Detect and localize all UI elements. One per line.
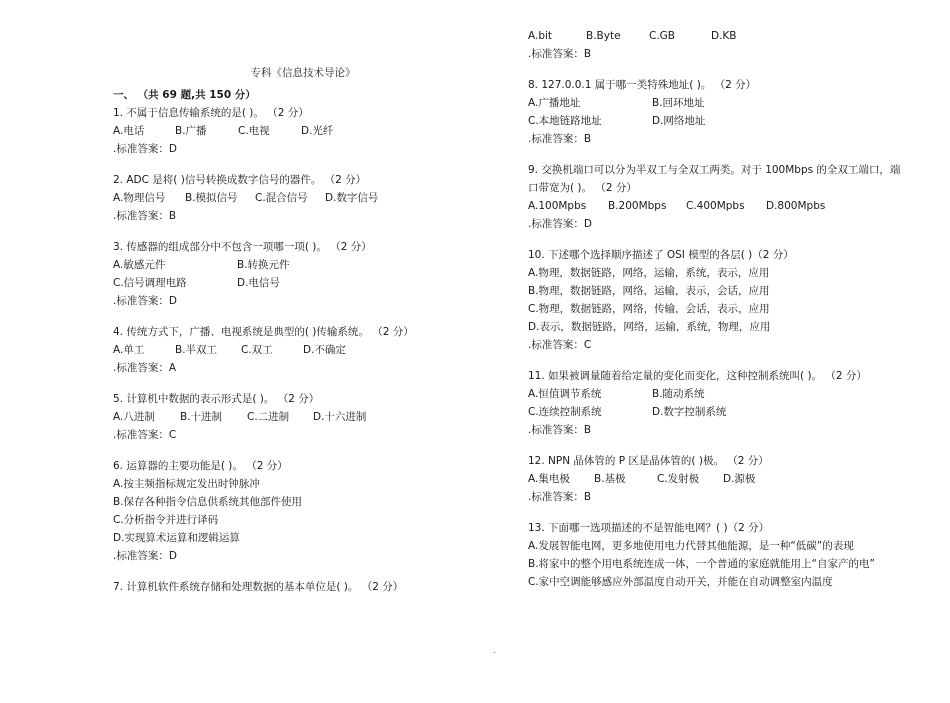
option: A.广播地址: [528, 97, 581, 109]
option-row: [528, 94, 928, 112]
question-text: 12. NPN 晶体管的 P 区是晶体管的( )极。 （2 分）: [528, 455, 769, 467]
option-row: [528, 27, 928, 45]
left-questions: [113, 104, 513, 596]
right-column: [528, 27, 928, 604]
option: C.电视: [238, 125, 270, 137]
option: B.随动系统: [652, 388, 705, 400]
option: B.物理，数据链路，网络，运输，表示，会话，应用: [528, 285, 770, 297]
standard-answer: .标准答案：D: [113, 550, 177, 562]
question-block: [528, 452, 928, 506]
left-column: [113, 64, 513, 609]
question-block: [528, 76, 928, 148]
option: D.数字控制系统: [652, 406, 727, 418]
option: A.发展智能电网，更多地使用电力代替其他能源，是一种“低碳”的表现: [528, 540, 854, 552]
option: A.集电极: [528, 473, 570, 485]
standard-answer: .标准答案：D: [528, 218, 592, 230]
option: B.200Mbps: [608, 200, 667, 212]
option: A.单工: [113, 344, 145, 356]
option: C.混合信号: [255, 192, 308, 204]
option-row: [113, 122, 513, 140]
standard-answer: .标准答案：B: [528, 424, 592, 436]
option: C.分析指令并进行译码: [113, 514, 219, 526]
option: A.100Mpbs: [528, 200, 587, 212]
question-text: 7. 计算机软件系统存储和处理数据的基本单位是( )。 （2 分）: [113, 581, 404, 593]
option: B.回环地址: [652, 97, 705, 109]
standard-answer: .标准答案：B: [528, 491, 592, 503]
standard-answer: .标准答案：C: [113, 429, 177, 441]
question-text: 13. 下面哪一选项描述的不是智能电网？( )（2 分）: [528, 522, 770, 534]
option: D.十六进制: [313, 411, 367, 423]
option: B.广播: [175, 125, 207, 137]
standard-answer: .标准答案：B: [113, 210, 177, 222]
option-row: [113, 529, 513, 547]
question-text: 1. 不属于信息传输系统的是( )。 （2 分）: [113, 107, 309, 119]
question-text: 4. 传统方式下，广播、电视系统是典型的( )传输系统。 （2 分）: [113, 326, 414, 338]
option: B.Byte: [586, 30, 621, 42]
question-text: 6. 运算器的主要功能是( )。 （2 分）: [113, 460, 288, 472]
option: C.二进制: [247, 411, 290, 423]
option: D.800Mpbs: [766, 200, 826, 212]
option-row: [528, 318, 928, 336]
question-text-continued: 口带宽为( )。 （2 分）: [528, 182, 637, 194]
option-row: [528, 300, 928, 318]
option: B.基极: [594, 473, 626, 485]
question-block: [113, 390, 513, 444]
option: D.KB: [711, 30, 737, 42]
standard-answer: .标准答案：B: [528, 48, 592, 60]
option: B.将家中的整个用电系统连成一体，一个普通的家庭就能用上“自家产的电”: [528, 558, 875, 570]
standard-answer: .标准答案：B: [528, 133, 592, 145]
option: A.bit: [528, 30, 553, 42]
option-row: [528, 470, 928, 488]
right-questions: [528, 27, 928, 591]
option: A.电话: [113, 125, 145, 137]
question-block: [113, 171, 513, 225]
question-block: [113, 323, 513, 377]
option-row: [113, 493, 513, 511]
question-block: [528, 27, 928, 63]
option: C.家中空调能够感应外部温度自动开关，并能在自动调整室内温度: [528, 576, 833, 588]
question-block: [528, 161, 928, 233]
standard-answer: .标准答案：D: [113, 295, 177, 307]
option: D.光纤: [301, 125, 334, 137]
option: B.转换元件: [237, 259, 290, 271]
standard-answer: .标准答案：A: [113, 362, 177, 374]
option-row: [113, 475, 513, 493]
option-row: [528, 385, 928, 403]
question-text: 2. ADC 是将( )信号转换成数字信号的器件。 （2 分）: [113, 174, 367, 186]
option-row: [528, 555, 928, 573]
option-row: [113, 274, 513, 292]
option: C.400Mpbs: [686, 200, 745, 212]
option-row: [528, 264, 928, 282]
option: D.电信号: [237, 277, 280, 289]
question-text: 8. 127.0.0.1 属于哪一类特殊地址( )。 （2 分）: [528, 79, 757, 91]
question-text: 11. 如果被调量随着给定量的变化而变化，这种控制系统叫( )。 （2 分）: [528, 370, 867, 382]
option: C.发射极: [657, 473, 700, 485]
option: C.本地链路地址: [528, 115, 602, 127]
option: B.半双工: [175, 344, 218, 356]
option: D.不确定: [303, 344, 346, 356]
option: D.源极: [723, 473, 756, 485]
option: A.敏感元件: [113, 259, 166, 271]
option: B.模拟信号: [185, 192, 238, 204]
option: A.物理，数据链路，网络，运输，系统，表示，应用: [528, 267, 770, 279]
option-row: [113, 408, 513, 426]
option-row: [528, 112, 928, 130]
section-heading: 一、 （共 69 题,共 150 分）: [113, 89, 256, 101]
option-row: [113, 511, 513, 529]
option-row: [113, 341, 513, 359]
option: C.连续控制系统: [528, 406, 602, 418]
option-row: [528, 282, 928, 300]
option: D.表示，数据链路，网络，运输，系统，物理，应用: [528, 321, 771, 333]
standard-answer: .标准答案：C: [528, 339, 592, 351]
option: A.物理信号: [113, 192, 166, 204]
document-title: 专科《信息技术导论》: [250, 67, 356, 79]
option-row: [528, 197, 928, 215]
question-text: 3. 传感器的组成部分中不包含一项哪一项( )。 （2 分）: [113, 241, 372, 253]
question-block: [113, 578, 513, 596]
option: D.实现算术运算和逻辑运算: [113, 532, 240, 544]
question-block: [113, 238, 513, 310]
option: B.保存各种指令信息供系统其他部件使用: [113, 496, 303, 508]
option: C.物理，数据链路，网络，传输，会话，表示，应用: [528, 303, 770, 315]
option-row: [528, 537, 928, 555]
question-block: [528, 367, 928, 439]
option: A.八进制: [113, 411, 155, 423]
question-text: 10. 下述哪个选择顺序描述了 OSI 模型的各层( )（2 分）: [528, 249, 794, 261]
option: D.数字信号: [325, 192, 379, 204]
option-row: [113, 189, 513, 207]
question-block: [528, 246, 928, 354]
option: B.十进制: [180, 411, 223, 423]
question-block: [113, 457, 513, 565]
option: C.GB: [649, 30, 676, 42]
option: D.网络地址: [652, 115, 706, 127]
option: A.恒值调节系统: [528, 388, 602, 400]
page-dot: .: [493, 646, 496, 656]
option: A.按主频指标规定发出时钟脉冲: [113, 478, 260, 490]
question-block: [113, 104, 513, 158]
question-block: [528, 519, 928, 591]
question-text: 5. 计算机中数据的表示形式是( )。 （2 分）: [113, 393, 320, 405]
option: C.双工: [241, 344, 273, 356]
option: C.信号调理电路: [113, 277, 187, 289]
option-row: [528, 403, 928, 421]
option-row: [113, 256, 513, 274]
option-row: [528, 573, 928, 591]
question-text: 9. 交换机端口可以分为半双工与全双工两类。对于 100Mbps 的全双工端口，端: [528, 164, 901, 176]
standard-answer: .标准答案：D: [113, 143, 177, 155]
